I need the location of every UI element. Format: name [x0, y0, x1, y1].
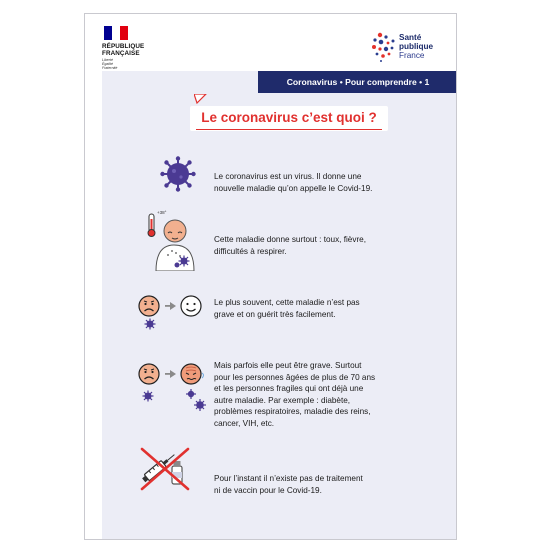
fever-person-icon: [146, 211, 202, 276]
republic-name: RÉPUBLIQUE FRANÇAISE: [102, 43, 145, 57]
no-treatment-icon: [138, 446, 194, 497]
fever-badge: +38°: [157, 210, 167, 215]
sad-to-sick-icon: [136, 361, 210, 418]
title-box: [190, 106, 388, 131]
french-flag-icon: [104, 26, 128, 40]
agency-name: Santé publique France: [399, 33, 434, 60]
republic-motto: Liberté Égalité Fraternité: [102, 58, 118, 70]
sante-publique-dots-icon: [371, 32, 399, 62]
series-banner: Coronavirus • Pour comprendre • 1: [258, 71, 457, 93]
item-text: Mais parfois elle peut être grave. Surtout pour les personnes âgées de plus de 70 ans et les personnes fragiles qui ont déjà une autre maladie. Par exemple : diabète, problèmes respiratoires, maladie des reins, cancer, VIH, etc.: [214, 361, 376, 428]
item-text: Le coronavirus est un virus. Il donne une nouvelle maladie qu’on appelle le Covid-19.: [214, 172, 373, 193]
document-page: [84, 13, 457, 540]
content-panel: [102, 71, 457, 540]
speech-tail-icon: [194, 94, 208, 104]
item-text: Le plus souvent, cette maladie n’est pas grave et on guérit très facilement.: [214, 298, 360, 319]
page-title: Le coronavirus c’est quoi ?: [201, 110, 377, 125]
item-text: Cette maladie donne surtout : toux, fièvre, difficultés à respirer.: [214, 235, 367, 256]
title-underline: [196, 129, 382, 131]
republique-francaise-logo: [102, 26, 172, 70]
virus-icon: [160, 156, 196, 197]
sad-to-happy-icon: [136, 291, 208, 336]
sante-publique-france-logo: [371, 32, 453, 62]
item-text: Pour l’instant il n’existe pas de traitement ni de vaccin pour le Covid-19.: [214, 474, 363, 495]
